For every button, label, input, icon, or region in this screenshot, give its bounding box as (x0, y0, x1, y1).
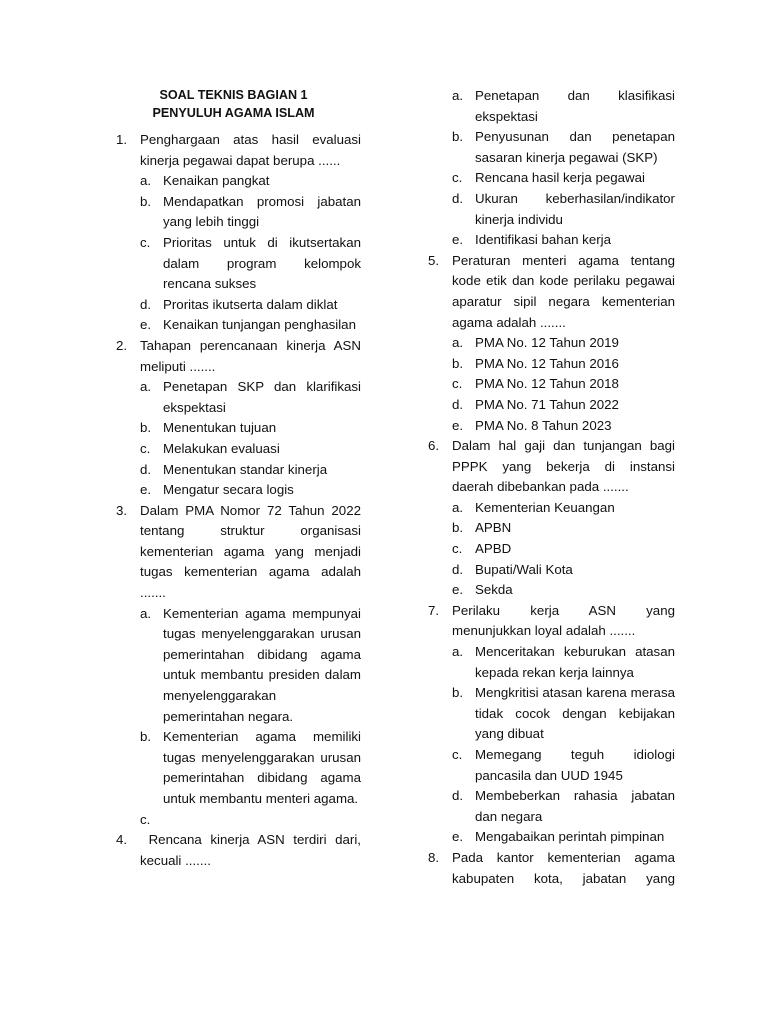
option-text: Penyusunan dan penetapan sasaran kinerja pegawai (SKP) (475, 129, 675, 165)
option-letter: c. (140, 440, 151, 456)
option-text: Penetapan dan klasifikasi ekspektasi (475, 88, 675, 124)
question-1 (116, 130, 361, 171)
option-text: Memegang teguh idiologi pancasila dan UUD 1945 (475, 747, 675, 783)
right-column (428, 86, 675, 889)
question-text: Dalam PMA Nomor 72 Tahun 2022 tentang struktur organisasi kementerian agama yang menjadi tugas kementerian agama adalah ....... (140, 502, 361, 601)
question-text: Rencana kinerja ASN terdiri dari, kecuali ....... (140, 832, 365, 868)
option-letter: d. (452, 788, 464, 804)
option-text: Identifikasi bahan kerja (475, 232, 612, 248)
option-text: Mengatur secara logis (163, 482, 294, 498)
option-letter: a. (140, 379, 152, 395)
option-7e (452, 827, 675, 848)
option-7d (452, 786, 675, 827)
question-number: 2. (116, 337, 128, 353)
option-letter: b. (452, 685, 464, 701)
option-text: PMA No. 12 Tahun 2016 (475, 355, 619, 371)
option-text: Ukuran keberhasilan/indikator kinerja individu (475, 190, 675, 227)
option-7c (452, 745, 675, 786)
option-letter: a. (452, 335, 464, 351)
option-letter: d. (452, 190, 464, 206)
option-5d (452, 395, 675, 416)
question-2 (116, 336, 361, 377)
question-text: Pada kantor kementerian agama kabupaten kota, jabatan yang (452, 849, 675, 886)
option-3b (140, 727, 361, 809)
option-letter: b. (140, 420, 152, 436)
option-text: Rencana hasil kerja pegawai (475, 170, 646, 186)
option-text: Mendapatkan promosi jabatan yang lebih tinggi (163, 193, 361, 230)
option-letter: b. (452, 129, 464, 145)
option-text: APBN (475, 520, 512, 536)
option-2b (140, 418, 361, 439)
option-3a (140, 604, 361, 728)
question-7 (428, 601, 675, 642)
option-6e (452, 580, 675, 601)
option-text (163, 810, 361, 831)
option-4d (452, 189, 675, 230)
question-number: 4. (116, 832, 128, 848)
option-6b (452, 518, 675, 539)
option-text: Kenaikan pangkat (163, 173, 270, 189)
question-8 (428, 848, 675, 889)
option-letter: c. (452, 747, 463, 762)
question-4 (116, 830, 365, 871)
option-text: PMA No. 8 Tahun 2023 (475, 417, 612, 433)
option-6c (452, 539, 675, 560)
option-text: PMA No. 12 Tahun 2019 (475, 335, 619, 351)
option-1e (140, 315, 361, 336)
option-text: Kementerian Keuangan (475, 499, 615, 515)
option-6a (452, 498, 675, 519)
option-4a (452, 86, 675, 127)
option-1a (140, 171, 361, 192)
left-column (116, 86, 365, 871)
option-text: Kementerian agama mempunyai tugas menyelenggarakan urusan pemerintahan dibidang agama untuk membantu presiden dalam menyelenggarakan pemerintahan negara. (163, 605, 361, 724)
option-1b (140, 192, 361, 233)
question-text: Dalam hal gaji dan tunjangan bagi PPPK yang bekerja di instansi daerah dibebankan pada ....... (452, 438, 675, 495)
option-text: Mengkritisi atasan karena merasa tidak cocok dengan kebijakan yang dibuat (475, 685, 675, 742)
option-letter: c. (452, 376, 463, 392)
question-number: 8. (428, 849, 440, 865)
document-title (106, 86, 361, 122)
option-2a (140, 377, 361, 418)
option-text: Prioritas untuk di ikutsertakan dalam program kelompok rencana sukses (163, 234, 361, 292)
option-letter: e. (452, 417, 464, 433)
option-7a (452, 642, 675, 683)
option-letter: c. (452, 541, 463, 557)
question-text: Perilaku kerja ASN yang menunjukkan loyal adalah ....... (452, 602, 675, 639)
option-letter: c. (452, 170, 463, 186)
option-2d (140, 460, 361, 481)
option-letter: b. (452, 520, 464, 536)
option-text: Bupati/Wali Kota (475, 561, 573, 577)
option-1c (140, 233, 361, 295)
option-letter: e. (452, 582, 464, 598)
option-text: Sekda (475, 582, 513, 598)
option-5a (452, 333, 675, 354)
title-line-2: PENYULUH AGAMA ISLAM (152, 106, 315, 120)
question-number: 5. (428, 252, 440, 268)
option-letter: e. (452, 232, 464, 248)
option-letter: c. (140, 811, 151, 827)
question-number: 3. (116, 502, 128, 518)
question-number: 6. (428, 438, 440, 454)
question-number: 1. (116, 132, 128, 147)
option-4b (452, 127, 675, 168)
question-text: Peraturan menteri agama tentang kode etik dan kode perilaku pegawai aparatur sipil negara kementerian agama adalah ....... (452, 252, 675, 330)
option-letter: d. (140, 461, 152, 477)
option-text: Proritas ikutserta dalam diklat (163, 296, 338, 312)
option-text: PMA No. 71 Tahun 2022 (475, 396, 619, 412)
option-letter: d. (140, 296, 152, 312)
option-text: Menentukan tujuan (163, 420, 277, 436)
option-text: Penetapan SKP dan klarifikasi ekspektasi (163, 379, 361, 415)
option-letter: e. (452, 829, 464, 845)
option-2c (140, 439, 361, 460)
question-3 (116, 501, 361, 604)
option-letter: a. (452, 88, 464, 103)
option-4e (452, 230, 675, 251)
option-letter: d. (452, 396, 464, 412)
option-text: Melakukan evaluasi (163, 440, 280, 456)
option-text: Menceritakan keburukan atasan kepada rekan kerja lainnya (475, 644, 675, 680)
question-5 (428, 251, 675, 333)
option-text: Menentukan standar kinerja (163, 461, 328, 477)
option-text: Kenaikan tunjangan penghasilan (163, 317, 356, 333)
option-2e (140, 480, 361, 501)
option-text: APBD (475, 541, 512, 557)
option-letter: e. (140, 482, 152, 498)
option-7b (452, 683, 675, 745)
question-6 (428, 436, 675, 498)
option-5e (452, 416, 675, 437)
option-4c (452, 168, 675, 189)
option-letter: a. (452, 644, 464, 660)
option-letter: c. (140, 234, 151, 250)
option-1d (140, 295, 361, 316)
option-3c (140, 810, 361, 831)
question-text: Penghargaan atas hasil evaluasi kinerja pegawai dapat berupa ...... (140, 132, 361, 168)
option-letter: b. (140, 193, 152, 209)
option-letter: d. (452, 561, 464, 577)
option-text: Kementerian agama memiliki tugas menyelenggarakan urusan pemerintahan dibidang agama untuk membantu menteri agama. (163, 729, 361, 806)
question-text: Tahapan perencanaan kinerja ASN meliputi ....... (140, 337, 361, 374)
title-line-1: SOAL TEKNIS BAGIAN 1 (159, 88, 308, 102)
option-letter: b. (452, 355, 464, 371)
option-text: PMA No. 12 Tahun 2018 (475, 376, 619, 392)
option-5b (452, 354, 675, 375)
option-letter: a. (452, 499, 464, 515)
option-letter: a. (140, 605, 152, 621)
option-text: Membeberkan rahasia jabatan dan negara (475, 788, 675, 824)
option-5c (452, 374, 675, 395)
option-letter: e. (140, 317, 152, 333)
option-text: Mengabaikan perintah pimpinan (475, 829, 665, 845)
option-letter: a. (140, 173, 152, 189)
option-6d (452, 560, 675, 581)
option-letter: b. (140, 729, 152, 745)
question-number: 7. (428, 602, 440, 618)
